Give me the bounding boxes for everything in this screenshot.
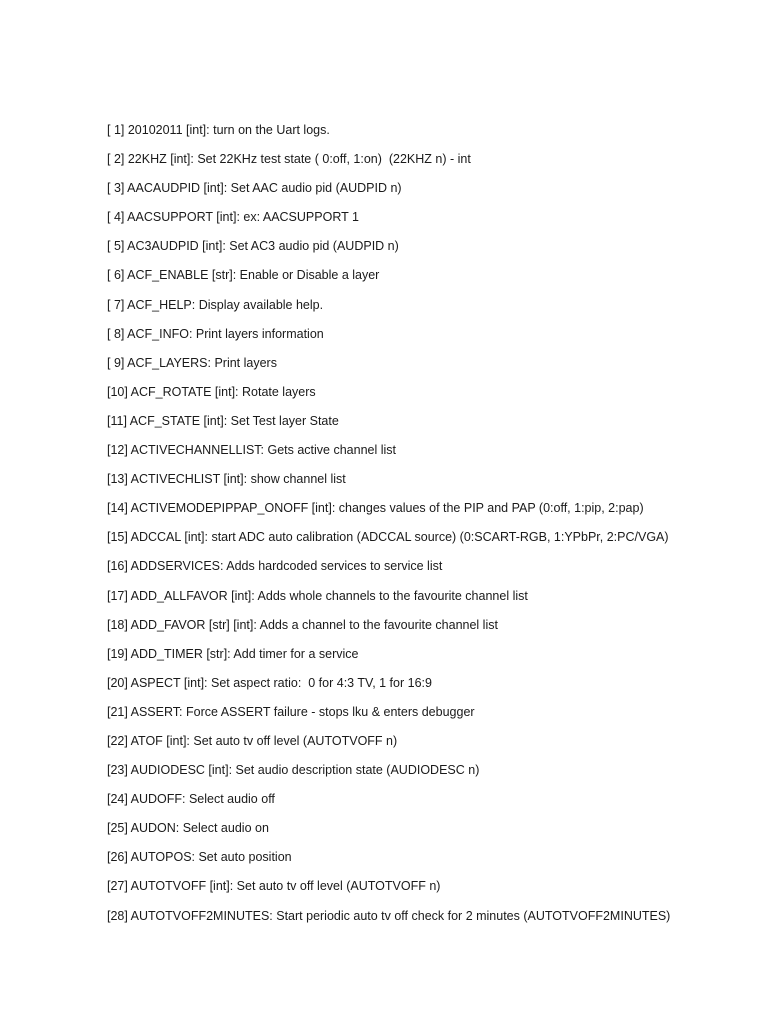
- command-line: [26] AUTOPOS: Set auto position: [107, 850, 292, 865]
- command-line: [12] ACTIVECHANNELLIST: Gets active channel list: [107, 443, 397, 458]
- command-line: [27] AUTOTVOFF [int]: Set auto tv off level (AUTOTVOFF n): [107, 879, 441, 894]
- command-line: [ 3] AACAUDPID [int]: Set AAC audio pid (AUDPID n): [107, 181, 402, 196]
- command-list: [107, 119, 747, 934]
- command-line: [ 6] ACF_ENABLE [str]: Enable or Disable a layer: [107, 268, 380, 283]
- command-line: [11] ACF_STATE [int]: Set Test layer State: [107, 413, 339, 428]
- command-line: [10] ACF_ROTATE [int]: Rotate layers: [107, 384, 316, 399]
- command-line: [ 8] ACF_INFO: Print layers information: [107, 326, 324, 341]
- command-line: [ 1] 20102011 [int]: turn on the Uart logs.: [107, 123, 330, 137]
- command-line: [ 2] 22KHZ [int]: Set 22KHz test state ( 0:off, 1:on) (22KHZ n) - int: [107, 152, 471, 167]
- command-line: [23] AUDIODESC [int]: Set audio description state (AUDIODESC n): [107, 763, 480, 778]
- command-line: [21] ASSERT: Force ASSERT failure - stops lku & enters debugger: [107, 704, 475, 719]
- command-line: [ 5] AC3AUDPID [int]: Set AC3 audio pid (AUDPID n): [107, 239, 399, 254]
- command-line: [18] ADD_FAVOR [str] [int]: Adds a channel to the favourite channel list: [107, 617, 498, 632]
- command-line: [24] AUDOFF: Select audio off: [107, 792, 275, 807]
- command-line: [17] ADD_ALLFAVOR [int]: Adds whole channels to the favourite channel list: [107, 588, 528, 603]
- command-line: [28] AUTOTVOFF2MINUTES: Start periodic auto tv off check for 2 minutes (AUTOTVOFF2MINUTES): [107, 908, 671, 923]
- command-line: [19] ADD_TIMER [str]: Add timer for a service: [107, 646, 359, 661]
- command-line: [22] ATOF [int]: Set auto tv off level (AUTOTVOFF n): [107, 733, 398, 748]
- command-line: [25] AUDON: Select audio on: [107, 821, 269, 836]
- command-line: [13] ACTIVECHLIST [int]: show channel list: [107, 472, 346, 487]
- command-line: [14] ACTIVEMODEPIPPAP_ONOFF [int]: changes values of the PIP and PAP (0:off, 1:pip, 2:pap): [107, 501, 644, 516]
- command-line: [ 7] ACF_HELP: Display available help.: [107, 297, 324, 312]
- command-line: [20] ASPECT [int]: Set aspect ratio: 0 for 4:3 TV, 1 for 16:9: [107, 675, 432, 690]
- command-line: [ 4] AACSUPPORT [int]: ex: AACSUPPORT 1: [107, 210, 359, 225]
- command-line: [ 9] ACF_LAYERS: Print layers: [107, 355, 277, 370]
- command-line: [16] ADDSERVICES: Adds hardcoded services to service list: [107, 559, 443, 574]
- command-line: [15] ADCCAL [int]: start ADC auto calibration (ADCCAL source) (0:SCART-RGB, 1:YPbPr, 2:PC/VGA): [107, 530, 669, 545]
